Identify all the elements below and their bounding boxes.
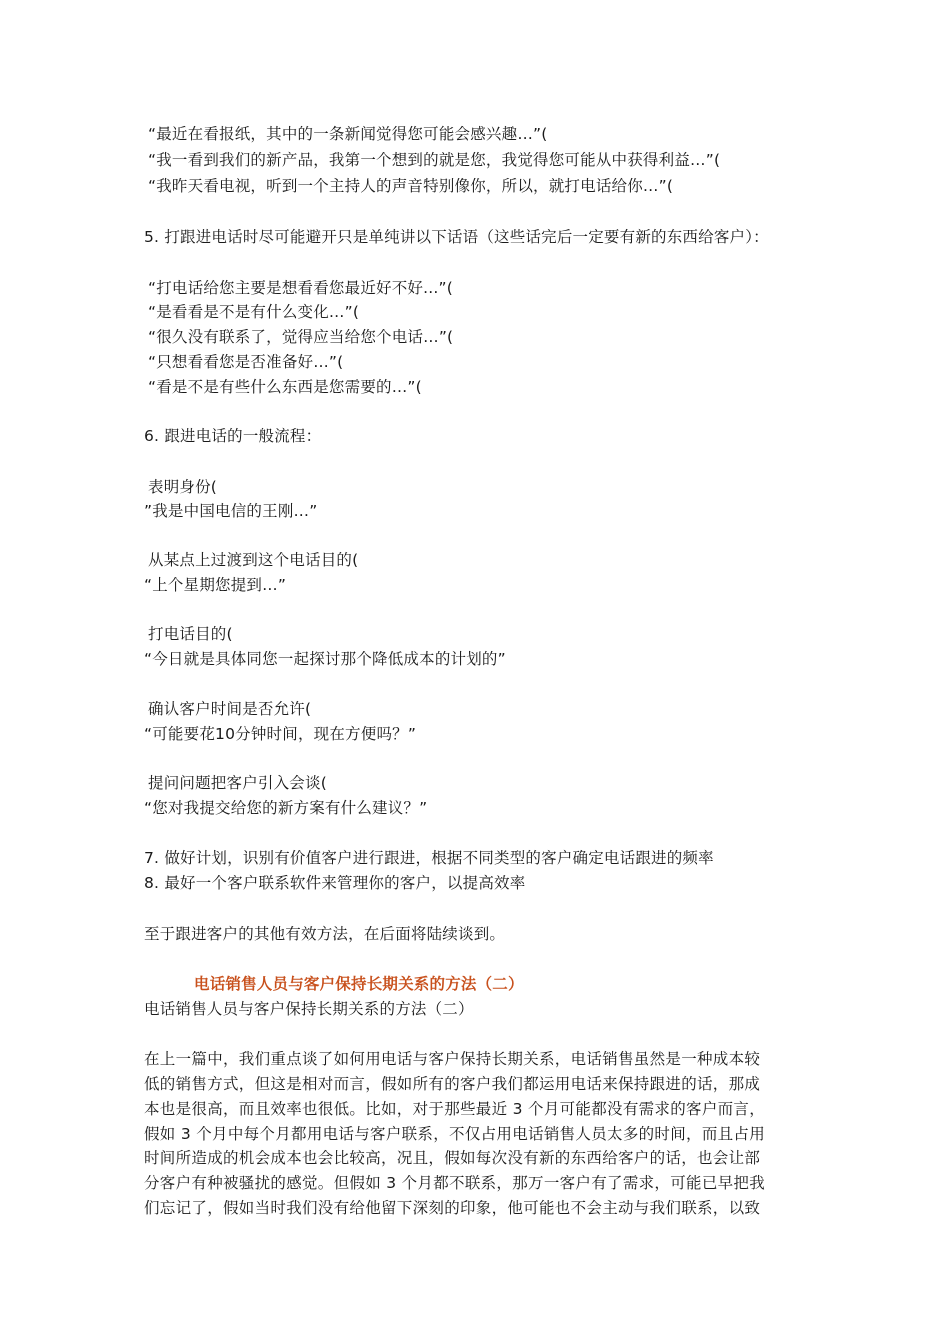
quote-line: “我一看到我们的新产品，我第一个想到的就是您，我觉得您可能从中获得利益…”( [148,151,721,169]
paragraph-line: 假如 3 个月中每个月都用电话与客户联系，不仅占用电话销售人员太多的时间，而且占用 [144,1125,766,1143]
flow-step-label: 提问问题把客户引入会谈( [148,774,327,792]
flow-step-label: 确认客户时间是否允许( [148,700,312,718]
quote-line: “很久没有联系了，觉得应当给您个电话…”( [148,328,454,346]
quote-line: “是看看是不是有什么变化…”( [148,303,360,321]
quote-line: “打电话给您主要是想看看您最近好不好...”( [148,279,453,297]
point-6-title: 6. 跟进电话的一般流程： [144,427,322,445]
quote-line: “看是不是有些什么东西是您需要的…”( [148,378,422,396]
flow-step-label: 表明身份( [148,478,218,496]
flow-step-quote: “今日就是具体同您一起探讨那个降低成本的计划的” [144,650,506,668]
paragraph-line: 在上一篇中，我们重点谈了如何用电话与客户保持长期关系，电话销售虽然是一种成本较 [144,1050,761,1068]
point-7: 7. 做好计划，识别有价值客户进行跟进，根据不同类型的客户确定电话跟进的频率 [144,849,714,867]
flow-step-quote: ”我是中国电信的王刚…” [144,502,318,520]
article-subheading: 电话销售人员与客户保持长期关系的方法（二） [144,1000,474,1018]
quote-line: “只想看看您是否准备好…”( [148,353,344,371]
quote-line: “最近在看报纸，其中的一条新闻觉得您可能会感兴趣…”( [148,125,548,143]
flow-step-label: 从某点上过渡到这个电话目的( [148,551,359,569]
paragraph-line: 本也是很高，而且效率也很低。比如，对于那些最近 3 个月可能都没有需求的客户而言， [144,1100,766,1118]
article-heading: 电话销售人员与客户保持长期关系的方法（二） [194,975,524,993]
point-8: 8. 最好一个客户联系软件来管理你的客户，以提高效率 [144,874,526,892]
paragraph-line: 分客户有种被骚扰的感觉。但假如 3 个月都不联系，那万一客户有了需求，可能已早把我 [144,1174,766,1192]
closing-sentence: 至于跟进客户的其他有效方法，在后面将陆续谈到。 [144,925,506,943]
flow-step-label: 打电话目的( [148,625,233,643]
paragraph-line: 低的销售方式，但这是相对而言，假如所有的客户我们都运用电话来保持跟进的话，那成 [144,1075,761,1093]
flow-step-quote: “您对我提交给您的新方案有什么建议？” [144,799,428,817]
flow-step-quote: “上个星期您提到…” [144,576,287,594]
paragraph-line: 时间所造成的机会成本也会比较高，况且，假如每次没有新的东西给客户的话，也会让部 [144,1149,761,1167]
paragraph-line: 们忘记了，假如当时我们没有给他留下深刻的印象，他可能也不会主动与我们联系，以致 [144,1199,761,1217]
flow-step-quote: “可能要花10分钟时间，现在方便吗？” [144,725,417,743]
quote-line: “我昨天看电视，听到一个主持人的声音特别像你，所以，就打电话给你…”( [148,177,674,195]
point-5-title: 5. 打跟进电话时尽可能避开只是单纯讲以下话语（这些话完后一定要有新的东西给客户）： [144,228,769,246]
